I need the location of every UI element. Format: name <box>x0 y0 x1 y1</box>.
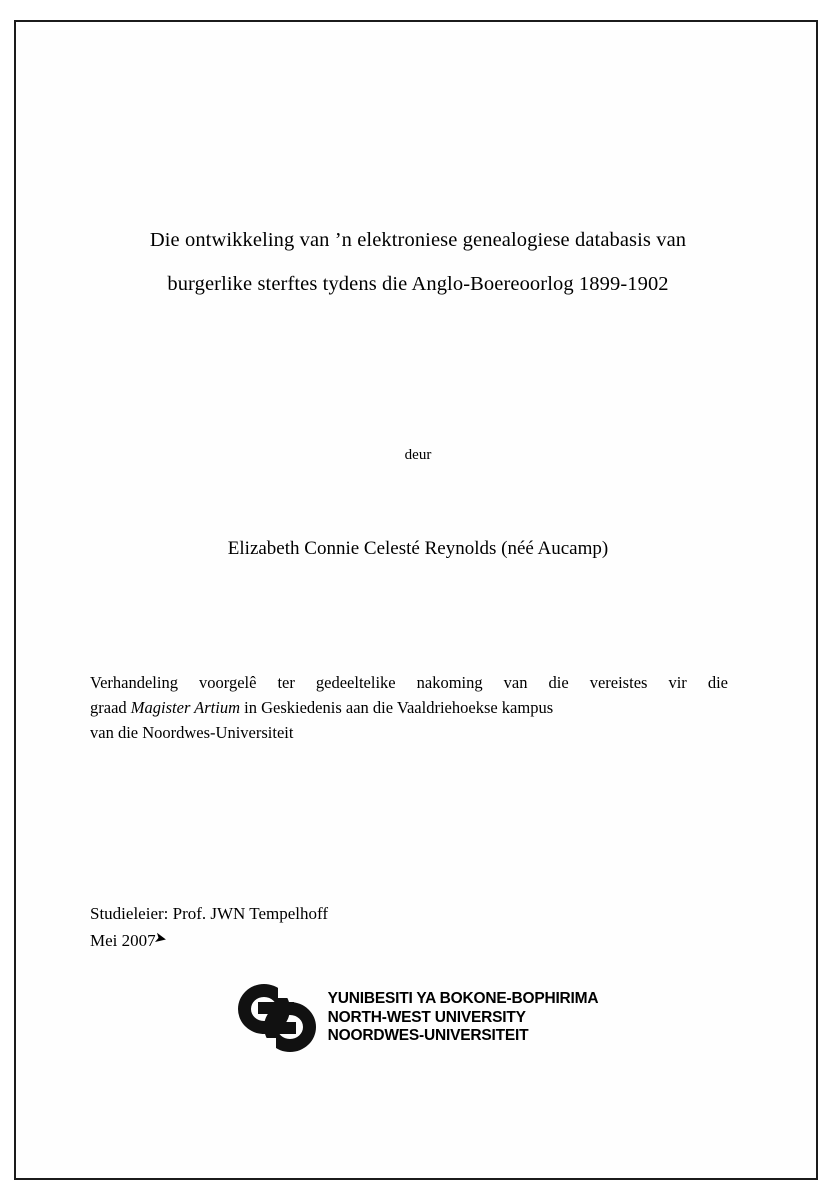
logo-bar-lower <box>262 1022 296 1034</box>
degree-statement-line-1: Verhandeling voorgelê ter gedeeltelike nakoming van die vereistes vir die <box>90 673 728 692</box>
logo-text-line-1: YUNIBESITI YA BOKONE-BOPHIRIMA <box>327 990 599 1008</box>
stray-pen-mark-icon: ➤ <box>152 929 169 949</box>
date-line <box>90 927 169 954</box>
degree-statement-line-2-pre: graad <box>90 698 131 717</box>
title-line-1: Die ontwikkeling van ’n elektroniese genealogiese databasis van <box>149 229 687 251</box>
nwu-logo-icon <box>238 982 318 1054</box>
university-logo <box>88 982 748 1054</box>
title-line-2: burgerlike sterftes tydens die Anglo-Boereoorlog 1899-1902 <box>167 273 669 295</box>
date-text: Mei 2007 <box>90 931 156 950</box>
degree-name-italic: Magister Artium <box>130 698 241 717</box>
degree-statement-line-3: van die Noordwes-Universiteit <box>90 723 294 742</box>
supervisor-block <box>90 900 730 954</box>
university-logo-text <box>328 990 599 1046</box>
by-label: deur <box>404 447 432 463</box>
thesis-title <box>88 218 748 306</box>
logo-notch-upper <box>278 982 292 998</box>
degree-statement <box>90 670 728 745</box>
degree-statement-line-2-post: in Geskiedenis aan die Vaaldriehoekse kampus <box>240 698 554 717</box>
logo-bar-upper <box>258 1002 294 1014</box>
logo-notch-lower <box>262 1038 276 1054</box>
title-page-content <box>88 20 748 1180</box>
author-name: Elizabeth Connie Celesté Reynolds (néé Aucamp) <box>227 538 609 559</box>
supervisor-line: Studieleier: Prof. JWN Tempelhoff <box>90 904 329 923</box>
logo-text-line-2: NORTH-WEST UNIVERSITY <box>327 1008 526 1026</box>
logo-text-line-3: NOORDWES-UNIVERSITEIT <box>327 1027 529 1045</box>
degree-statement-line-2 <box>90 695 728 720</box>
